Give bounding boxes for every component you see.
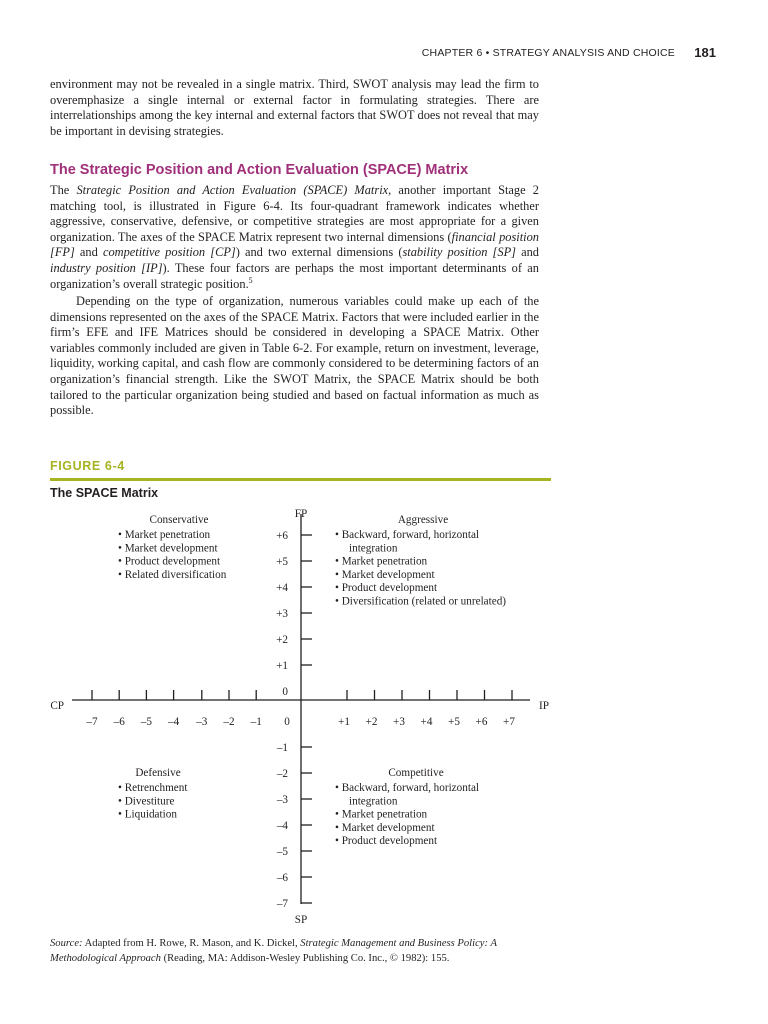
sp-tick-label: –2: [276, 768, 288, 780]
sp-tick-label: –6: [276, 872, 288, 884]
fp-tick-label: 0: [282, 686, 288, 698]
competitive-strategy-item: • Backward, forward, horizontal: [335, 782, 480, 794]
fp-tick-label: +1: [276, 660, 288, 672]
sp-tick-label: –1: [276, 742, 288, 754]
source-book-title: Strategic Management and Business Policy: A Methodological Approach: [50, 938, 497, 964]
conservative-strategy-item: • Market penetration: [118, 529, 211, 541]
aggressive-strategy-item: • Diversification (related or unrelated): [335, 595, 507, 608]
figure-title: The SPACE Matrix: [50, 486, 159, 500]
para1-text-6: ). These four factors are perhaps the most important determinants of an organization’s overall strategic position.: [50, 260, 539, 291]
para1-text-2: another important Stage 2 matching tool, is illustrated in Figure 6-4. Its four-quadrant framework indicates whether aggressive, conservative, defensive, or competitive strategies are most appropriate for a given organization. The axes of the SPACE Matrix represent two internal dimensions (: [50, 183, 539, 244]
source-text-1: Adapted from H. Rowe, R. Mason, and K. Dickel,: [82, 938, 301, 949]
para1-term-sp: stability position [SP]: [402, 245, 516, 260]
aggressive-strategy-item: • Market penetration: [335, 555, 428, 568]
sp-tick-label: –3: [276, 794, 288, 806]
ip-tick-label: +4: [420, 716, 433, 728]
para1-text-3: and: [74, 245, 103, 260]
para1-term-cp: competitive position [CP]: [102, 245, 236, 260]
conservative-strategy-item: • Product development: [118, 555, 221, 568]
fp-tick-label: +2: [276, 634, 288, 646]
para1-text-1: The: [50, 183, 77, 197]
section-heading: The Strategic Position and Action Evaluation (SPACE) Matrix: [50, 162, 469, 178]
cp-tick-label: –7: [86, 716, 98, 728]
source-text-2: (Reading, MA: Addison-Wesley Publishing Co. Inc., © 1982): 155.: [160, 953, 450, 964]
figure-label: FIGURE 6-4: [50, 459, 125, 473]
conservative-strategy-item: • Related diversification: [118, 568, 227, 581]
source-label: Source:: [50, 938, 83, 949]
competitive-strategy-item: • Product development: [335, 835, 438, 848]
figure-source: [50, 936, 530, 966]
para1-term-fp: financial position [FP]: [50, 229, 539, 260]
intro-paragraph: environment may not be revealed in a single matrix. Third, SWOT analysis may lead the firm to overemphasize a single internal or external factor in formulating strategies. There are interrelationships among the key internal and external factors that SWOT does not reveal that may be important in devising strategies.: [50, 77, 539, 138]
defensive-strategy-item: • Divestiture: [118, 795, 175, 808]
conservative-strategy-item: • Market development: [118, 542, 218, 555]
fp-tick-label: +4: [276, 582, 288, 594]
aggressive-strategy-item: • Market development: [335, 568, 435, 581]
aggressive-strategy-item: • Backward, forward, horizontal: [335, 529, 480, 541]
cp-tick-label: –1: [250, 716, 262, 728]
axis-label-ip: IP: [539, 700, 549, 712]
space-matrix-diagram: [0, 500, 768, 930]
page-number: 181: [694, 45, 716, 60]
para1-text-4: ) and two external dimensions (: [235, 245, 403, 260]
footnote-ref: 5: [248, 275, 253, 285]
defensive-strategy-item: • Retrenchment: [118, 782, 188, 794]
cp-tick-label: –5: [140, 716, 152, 728]
ip-tick-label: +6: [475, 716, 488, 728]
fp-tick-label: +6: [276, 530, 288, 542]
figure-rule: [50, 478, 551, 481]
cp-tick-label: –4: [168, 716, 180, 728]
competitive-strategy-item: • Market development: [335, 821, 435, 834]
ip-tick-label: +1: [338, 716, 350, 728]
cp-tick-label: –6: [113, 716, 125, 728]
sp-tick-label: –5: [276, 846, 288, 858]
defensive-quadrant-title: Defensive: [135, 767, 181, 779]
chapter-title: CHAPTER 6 • STRATEGY ANALYSIS AND CHOICE: [421, 47, 675, 59]
competitive-strategy-item: • Market penetration: [335, 808, 428, 821]
competitive-quadrant-title: Competitive: [388, 767, 444, 779]
fp-tick-label: +5: [276, 556, 288, 568]
axis-label-cp: CP: [50, 700, 64, 712]
ip-tick-label: +5: [448, 716, 460, 728]
fp-tick-label: +3: [276, 608, 288, 620]
sp-tick-label: –4: [276, 820, 288, 832]
defensive-strategy-item: • Liquidation: [118, 808, 177, 821]
cp-tick-label: –3: [196, 716, 208, 728]
axis-label-fp: FP: [294, 508, 308, 520]
para1-text-5: and: [515, 245, 540, 260]
body-paragraph-1: [50, 183, 539, 292]
ip-tick-label: +7: [503, 716, 515, 728]
ip-tick-label: +2: [365, 716, 378, 728]
body-paragraph-2: Depending on the type of organization, numerous variables could make up each of the dimensions represented on the axes of the SPACE Matrix. Factors that were included earlier in the firm’s EFE and IFE Matrices should be considered in developing a SPACE Matrix. Other variables commonly included are given in Table 6-2. For example, return on investment, leverage, liquidity, working capital, and cash flow are commonly considered to be determining factors of an organization’s financial strength. Like the SWOT Matrix, the SPACE Matrix should be both tailored to the particular organization being studied and based on factual information as much as possible.: [50, 294, 539, 418]
para1-term-ip: industry position [IP]: [50, 260, 163, 275]
axis-label-sp: SP: [294, 914, 308, 926]
aggressive-strategy-item: integration: [349, 542, 398, 555]
cp-tick-label: –2: [223, 716, 235, 728]
conservative-quadrant-title: Conservative: [149, 514, 209, 526]
ip-tick-label: +3: [393, 716, 405, 728]
running-header: [0, 44, 768, 64]
aggressive-strategy-item: • Product development: [335, 582, 438, 595]
sp-tick-label: –7: [276, 898, 288, 910]
para1-term-space-matrix: Strategic Position and Action Evaluation (SPACE) Matrix,: [76, 183, 392, 197]
aggressive-quadrant-title: Aggressive: [397, 514, 449, 526]
competitive-strategy-item: integration: [349, 795, 398, 808]
origin-label: 0: [284, 716, 290, 728]
